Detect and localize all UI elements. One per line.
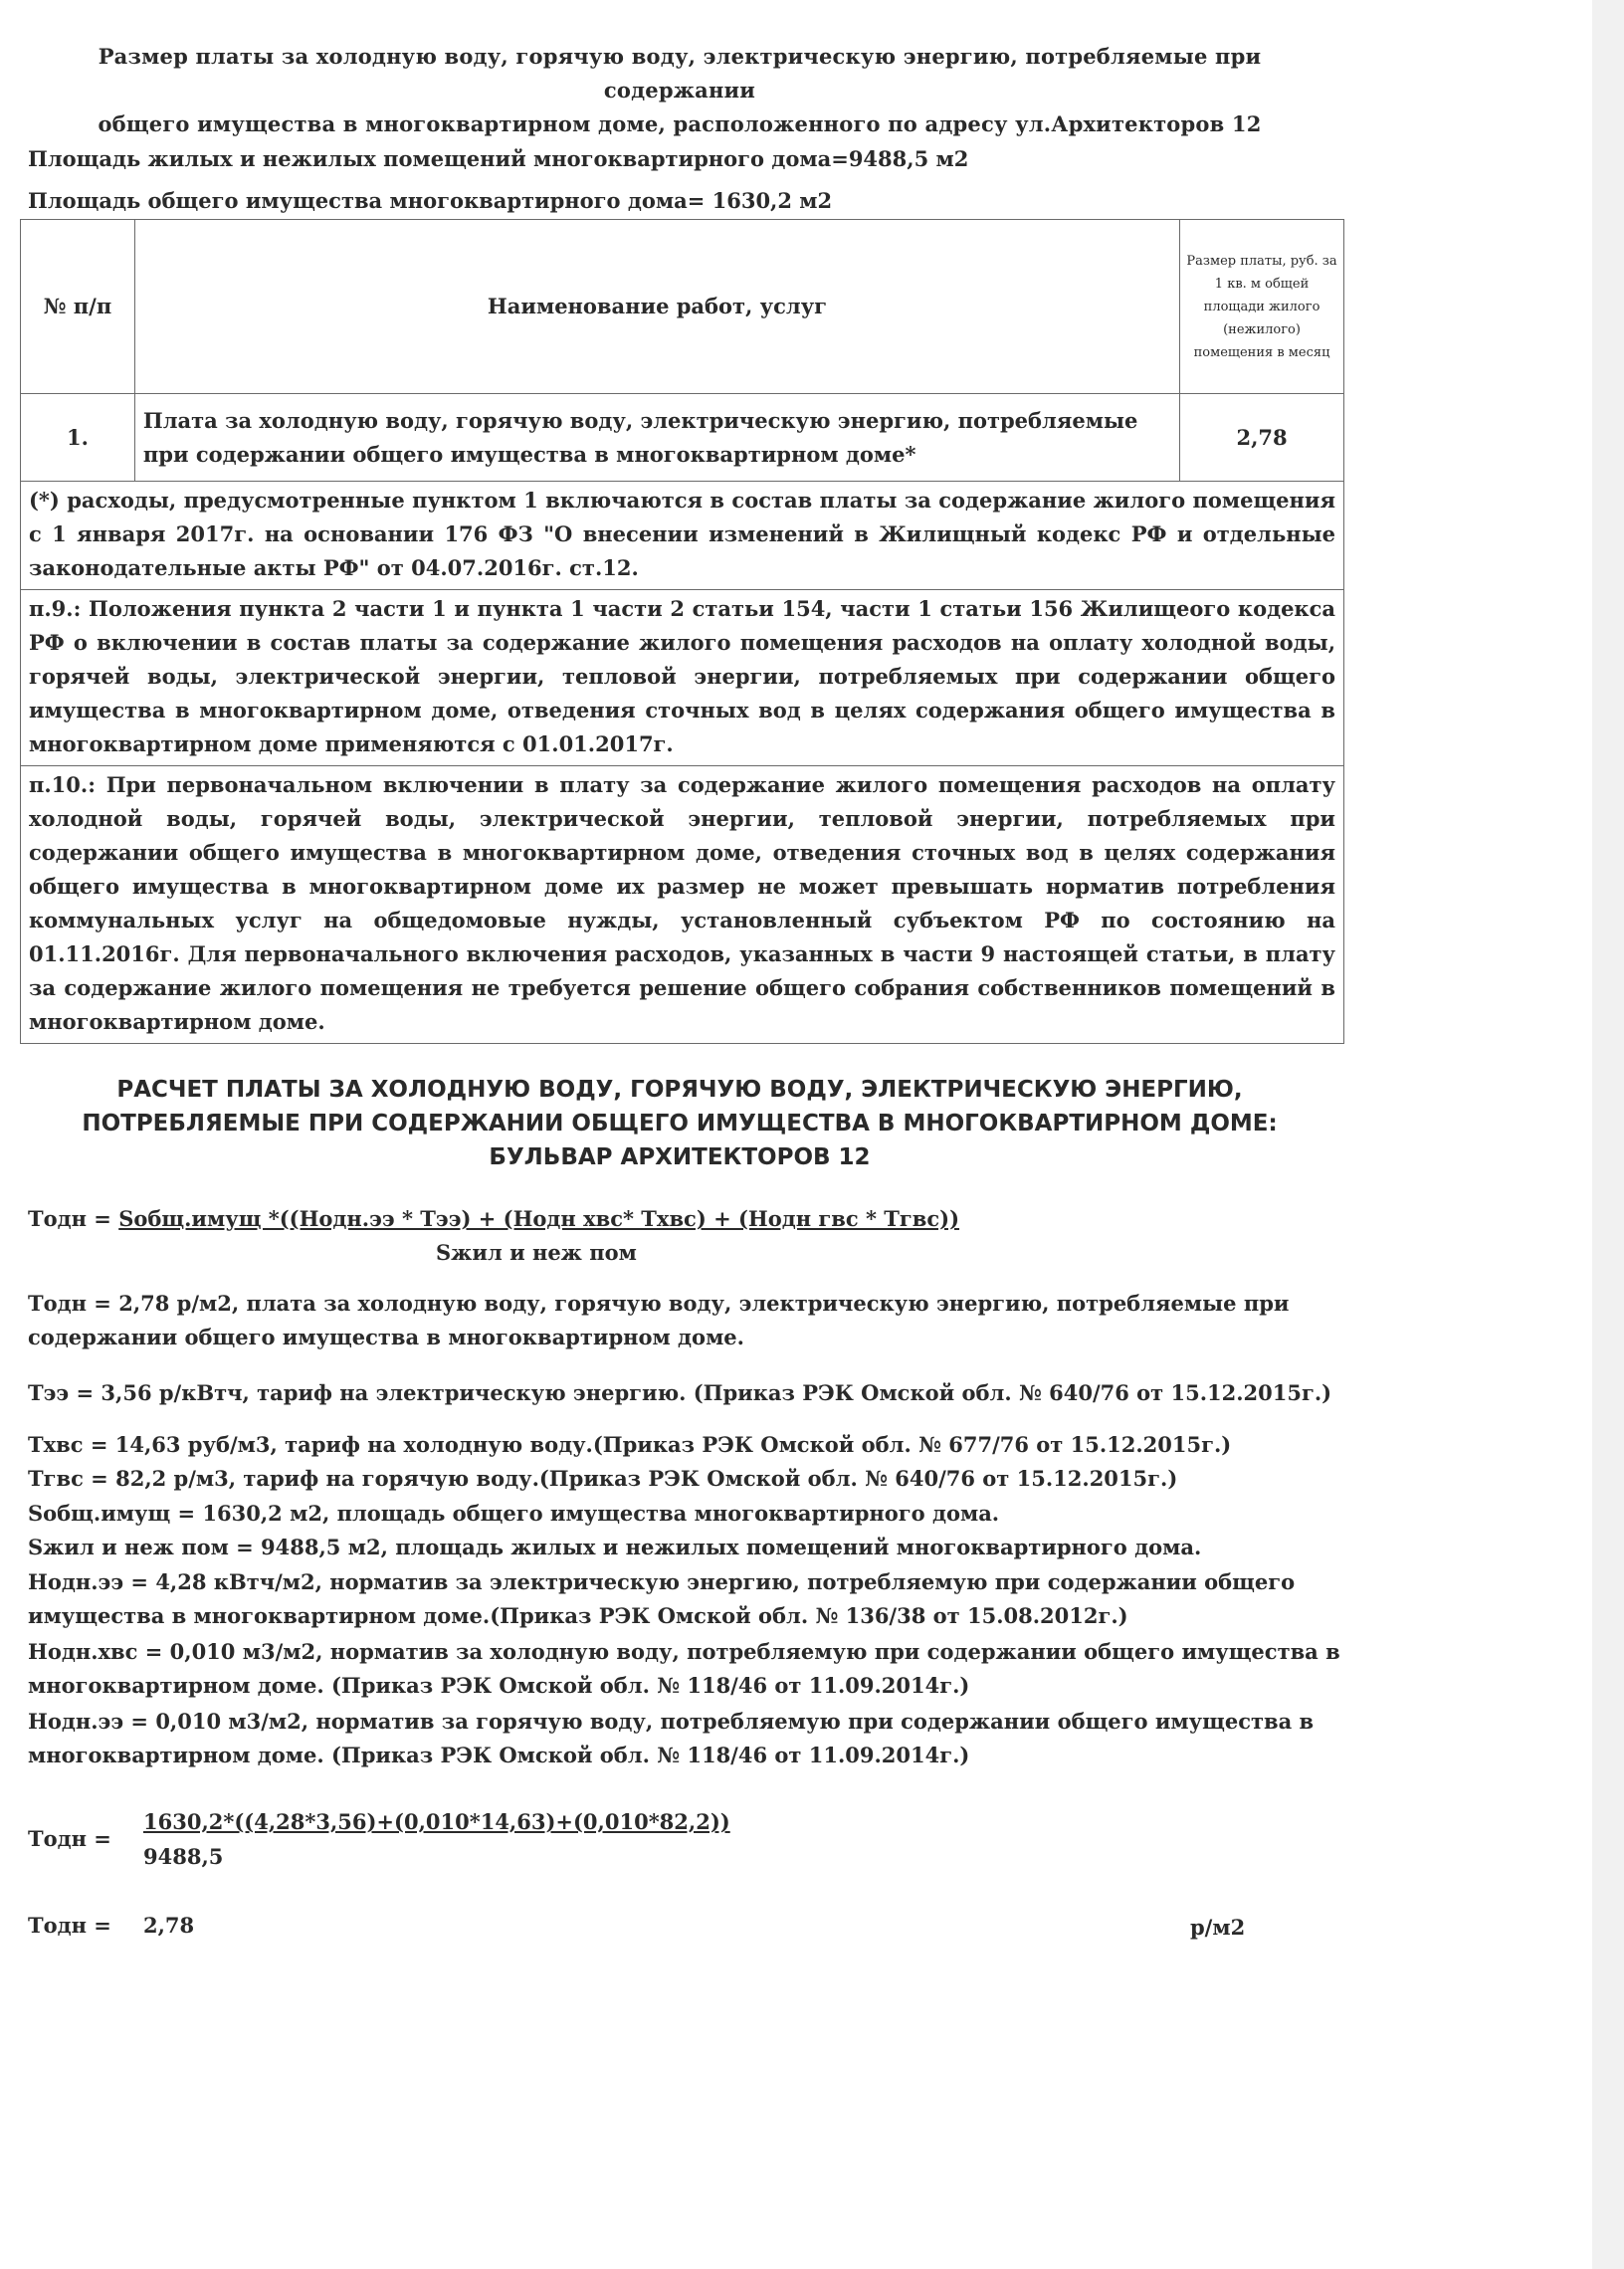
note-p9-row (21, 590, 1344, 766)
sobsh-definition: Sобщ.имущ = 1630,2 м2, площадь общего имущества многоквартирного дома. (28, 1501, 1000, 1526)
calc-numerator: 1630,2*((4,28*3,56)+(0,010*14,63)+(0,010*82,2)) (143, 1809, 730, 1834)
ngvs-definition: Нодн.ээ = 0,010 м3/м2, норматив за горячую воду, потребляемую при содержании общего имущества в многоквартирном доме. (Приказ РЭК Омской обл. № 118/46 от 11.09.2014г.) (28, 1709, 1315, 1767)
header-line-1: Размер платы за холодную воду, горячую воду, электрическую энергию, потребляемые при содержании (98, 44, 1262, 103)
formula-line (28, 1202, 959, 1236)
todn-definition: Тодн = 2,78 р/м2, плата за холодную воду, горячую воду, электрическую энергию, потребляемые при содержании общего имущества в многоквартирном доме. (28, 1291, 1290, 1349)
note-star-row (21, 482, 1344, 590)
living-area-line: Площадь жилых и нежилых помещений многоквартирного дома=9488,5 м2 (28, 146, 969, 171)
table-row (21, 394, 1344, 482)
tee-definition: Тээ = 3,56 р/кВтч, тариф на электрическую энергию. (Приказ РЭК Омской обл. № 640/76 от 15.12.2015г.) (28, 1380, 1332, 1405)
txvs-definition: Тхвс = 14,63 руб/м3, тариф на холодную воду.(Приказ РЭК Омской обл. № 677/76 от 15.12.2015г.) (28, 1432, 1232, 1457)
nxvs-definition: Нодн.хвс = 0,010 м3/м2, норматив за холодную воду, потребляемую при содержании общего имущества в многоквартирном доме. (Приказ РЭК Омской обл. № 118/46 от 11.09.2014г.) (28, 1639, 1340, 1698)
note-p9: п.9.: Положения пункта 2 части 1 и пункта 1 части 2 статьи 154, части 1 статьи 156 Жилищеого кодекса РФ о включении в состав платы за содержание жилого помещения расходов на оплату холодной воды, горячей воды, электрической энергии, тепловой энергии, потребляемых при содержании общего имущества в многоквартирном доме, отведения сточных вод в целях содержания общего имущества в многоквартирном доме применяются с 01.01.2017г. (21, 590, 1344, 766)
col-header-rate: Размер платы, руб. за 1 кв. м общей площади жилого (нежилого) помещения в месяц (1180, 220, 1344, 394)
calc-title (28, 1073, 1331, 1174)
calc-title-line-2: ПОТРЕБЛЯЕМЫЕ ПРИ СОДЕРЖАНИИ ОБЩЕГО ИМУЩЕСТВА В МНОГОКВАРТИРНОМ ДОМЕ: (82, 1111, 1278, 1136)
szhil-definition: Sжил и неж пом = 9488,5 м2, площадь жилых и нежилых помещений многоквартирного дома. (28, 1535, 1202, 1559)
calc-title-line-1: РАСЧЕТ ПЛАТЫ ЗА ХОЛОДНУЮ ВОДУ, ГОРЯЧУЮ ВОДУ, ЭЛЕКТРИЧЕСКУЮ ЭНЕРГИЮ, (116, 1077, 1243, 1103)
row-service-name: Плата за холодную воду, горячую воду, электрическую энергию, потребляемые при содержании общего имущества в многоквартирном доме* (134, 394, 1179, 482)
col-header-name: Наименование работ, услуг (134, 220, 1179, 394)
header-line-2: общего имущества в многоквартирном доме, расположенного по адресу ул.Архитекторов 12 (98, 111, 1262, 136)
note-star: (*) расходы, предусмотренные пунктом 1 включаются в состав платы за содержание жилого помещения с 1 января 2017г. на основании 176 ФЗ "О внесении изменений в Жилищный кодекс РФ и отдельные законодательные акты РФ" от 04.07.2016г. ст.12. (21, 482, 1344, 590)
common-area-line: Площадь общего имущества многоквартирного дома= 1630,2 м2 (28, 188, 833, 213)
formula-denominator: Sжил и неж пом (436, 1240, 637, 1265)
formula-lhs: Тодн = (28, 1206, 119, 1231)
row-rate: 2,78 (1180, 394, 1344, 482)
col-header-num: № п/п (21, 220, 135, 394)
scan-edge (1592, 0, 1624, 2269)
calc-lhs: Тодн = (28, 1826, 111, 1851)
note-p10: п.10.: При первоначальном включении в плату за содержание жилого помещения расходов на оплату холодной воды, горячей воды, электрической энергии, тепловой энергии, потребляемых при содержании общего имущества в многоквартирном доме, отведения сточных вод в целях содержания общего имущества в многоквартирном доме их размер не может превышать норматив потребления коммунальных услуг на общедомовые нужды, установленный субъектом РФ по состоянию на 01.11.2016г. Для первоначального включения расходов, указанных в части 9 настоящей статьи, в плату за содержание жилого помещения не требуется решение общего собрания собственников помещений в многоквартирном доме. (21, 766, 1344, 1044)
tariff-table (20, 219, 1344, 1044)
table-header-row (21, 220, 1344, 394)
nee-definition: Нодн.ээ = 4,28 кВтч/м2, норматив за электрическую энергию, потребляемую при содержании общего имущества в многоквартирном доме.(Приказ РЭК Омской обл. № 136/38 от 15.08.2012г.) (28, 1569, 1296, 1628)
note-p10-row (21, 766, 1344, 1044)
result-unit: р/м2 (1190, 1915, 1246, 1940)
result-lhs: Тодн = (28, 1913, 111, 1938)
calc-title-line-3: БУЛЬВАР АРХИТЕКТОРОВ 12 (489, 1144, 871, 1170)
tgvs-definition: Тгвс = 82,2 р/м3, тариф на горячую воду.(Приказ РЭК Омской обл. № 640/76 от 15.12.2015г.) (28, 1466, 1178, 1491)
formula-numerator: Sобщ.имущ *((Нодн.ээ * Тээ) + (Нодн хвс* Тхвс) + (Нодн гвс * Тгвс)) (118, 1206, 960, 1231)
row-num: 1. (21, 394, 135, 482)
result-value: 2,78 (143, 1913, 195, 1938)
document-header (28, 40, 1331, 141)
calc-denominator: 9488,5 (143, 1844, 224, 1869)
